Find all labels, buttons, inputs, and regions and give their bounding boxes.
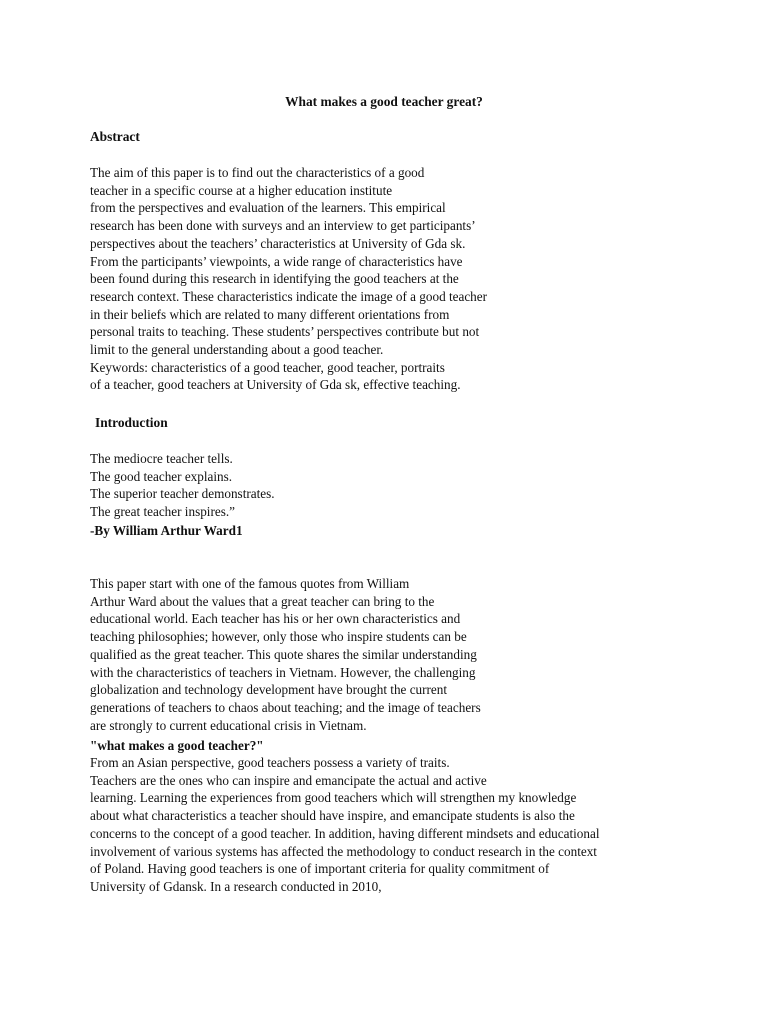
abstract-line: personal traits to teaching. These students’ perspectives contribute but not [90,324,480,340]
abstract-line: research has been done with surveys and an interview to get participants’ [90,218,476,234]
abstract-line: perspectives about the teachers’ characteristics at University of Gda sk. [90,235,466,251]
abstract-line: limit to the general understanding about a good teacher. [90,342,384,358]
introduction-paragraph [90,575,481,734]
paragraph-line: learning. Learning the experiences from good teachers which will strengthen my knowledge [90,790,577,806]
abstract-line: The aim of this paper is to find out the characteristics of a good [90,165,425,180]
paragraph-line: qualified as the great teacher. This quote shares the similar understanding [90,646,477,662]
question-heading: "what makes a good teacher?" [90,738,264,753]
quote-line: The superior teacher demonstrates. [90,486,275,502]
paragraph-line: From an Asian perspective, good teachers possess a variety of traits. [90,755,450,770]
keywords-line: Keywords: characteristics of a good teacher, good teacher, portraits [90,359,445,375]
paragraph-line: globalization and technology development have brought the current [90,682,448,698]
quote-block [90,450,275,521]
introduction-heading: Introduction [95,415,168,430]
abstract-line: teacher in a specific course at a higher education institute [90,182,393,198]
abstract-heading: Abstract [90,129,140,144]
paragraph-line: Arthur Ward about the values that a great teacher can bring to the [90,593,435,609]
abstract-line: in their beliefs which are related to many different orientations from [90,306,450,322]
abstract-line: research context. These characteristics indicate the image of a good teacher [90,288,488,304]
abstract-line: From the participants’ viewpoints, a wide range of characteristics have [90,253,463,269]
paragraph-line: This paper start with one of the famous quotes from William [90,576,410,591]
abstract-line: been found during this research in identifying the good teachers at the [90,271,459,287]
abstract-line: from the perspectives and evaluation of the learners. This empirical [90,200,446,216]
quote-line: The mediocre teacher tells. [90,451,233,466]
keywords-line: of a teacher, good teachers at University of Gda sk, effective teaching. [90,377,461,393]
final-paragraph [90,754,600,896]
paragraph-line: concerns to the concept of a good teacher. In addition, having different mindsets and educational [90,825,600,841]
paragraph-line: University of Gdansk. In a research conducted in 2010, [90,878,382,894]
paragraph-line: with the characteristics of teachers in Vietnam. However, the challenging [90,664,476,680]
quote-line: The good teacher explains. [90,468,233,484]
paragraph-line: educational world. Each teacher has his or her own characteristics and [90,611,461,627]
quote-attribution: -By William Arthur Ward1 [90,523,243,538]
paragraph-line: are strongly to current educational crisis in Vietnam. [90,717,367,733]
paragraph-line: Teachers are the ones who can inspire and emancipate the actual and active [90,772,487,788]
abstract-body [90,164,487,394]
paragraph-line: involvement of various systems has affected the methodology to conduct research in the context [90,843,597,859]
document-title: What makes a good teacher great? [285,94,483,109]
paragraph-line: about what characteristics a teacher should have inspire, and emancipate students is also the [90,808,575,824]
quote-line: The great teacher inspires.” [90,504,235,520]
paragraph-line: teaching philosophies; however, only those who inspire students can be [90,629,467,645]
paragraph-line: of Poland. Having good teachers is one of important criteria for quality commitment of [90,861,550,877]
paragraph-line: generations of teachers to chaos about teaching; and the image of teachers [90,699,481,715]
